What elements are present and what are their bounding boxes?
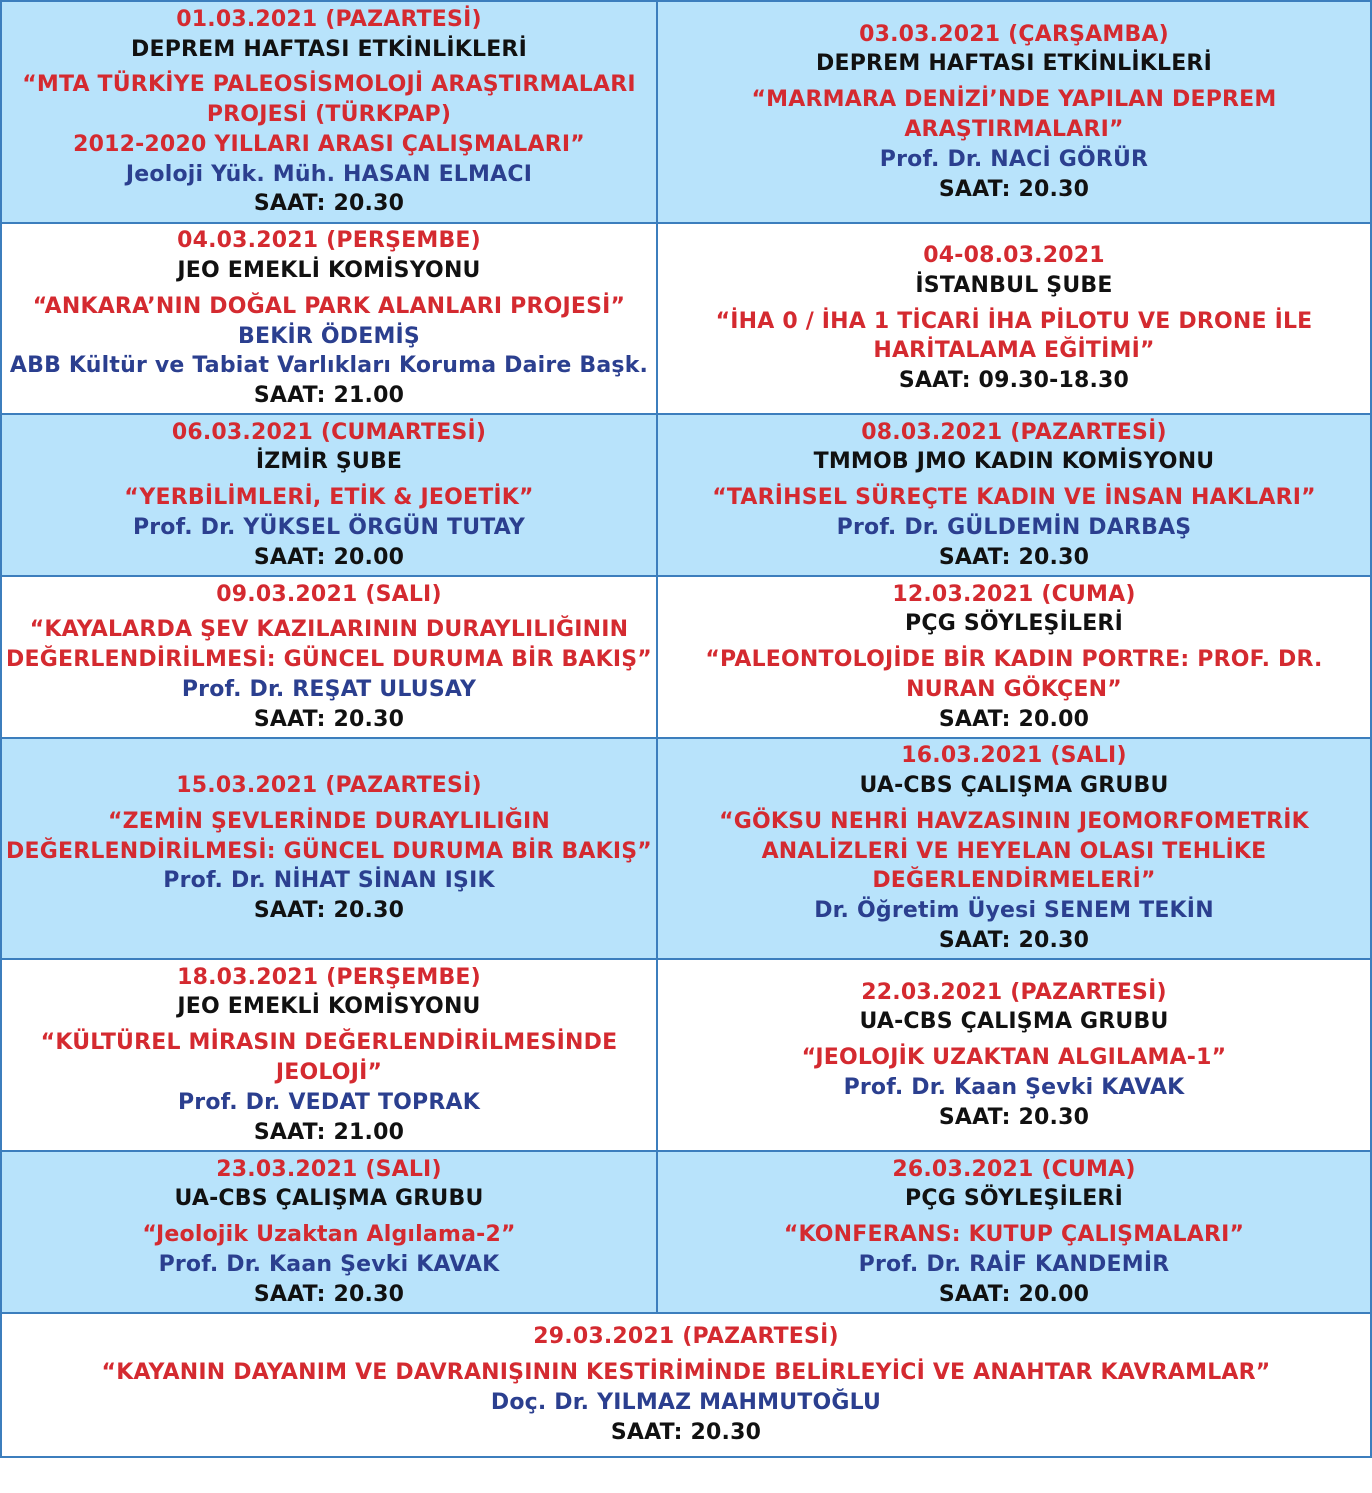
event-date: 04.03.2021 (PERŞEMBE) xyxy=(177,228,481,254)
event-organizer: İZMİR ŞUBE xyxy=(255,449,403,475)
event-title-line: ARAŞTIRMALARI” xyxy=(904,117,1124,142)
event-cell xyxy=(0,958,658,1152)
event-title-line: “ZEMİN ŞEVLERİNDE DURAYLILIĞIN xyxy=(107,808,550,834)
event-cell xyxy=(656,737,1372,960)
event-cell xyxy=(656,413,1372,577)
event-date: 08.03.2021 (PAZARTESİ) xyxy=(861,419,1167,445)
event-speaker: Prof. Dr. YÜKSEL ÖRGÜN TUTAY xyxy=(132,514,526,540)
event-title-line: “MARMARA DENİZİ’NDE YAPILAN DEPREM xyxy=(751,87,1277,113)
event-speaker: Dr. Öğretim Üyesi SENEM TEKİN xyxy=(814,898,1214,924)
event-date: 22.03.2021 (PAZARTESİ) xyxy=(861,979,1167,1005)
event-organizer: PÇG SÖYLEŞİLERİ xyxy=(905,1186,1123,1212)
schedule-row xyxy=(0,575,1372,739)
event-time: SAAT: 20.30 xyxy=(938,176,1090,202)
event-date: 26.03.2021 (CUMA) xyxy=(892,1156,1136,1182)
event-time: SAAT: 20.00 xyxy=(938,706,1090,732)
event-organizer: DEPREM HAFTASI ETKİNLİKLERİ xyxy=(131,36,527,62)
event-date: 01.03.2021 (PAZARTESİ) xyxy=(176,6,482,32)
event-time: SAAT: 20.30 xyxy=(938,1104,1090,1130)
event-title-line: “MTA TÜRKİYE PALEOSİSMOLOJİ ARAŞTIRMALARI xyxy=(22,72,636,98)
event-date: 29.03.2021 (PAZARTESİ) xyxy=(533,1324,839,1350)
event-speaker: ABB Kültür ve Tabiat Varlıkları Koruma Daire Başk. xyxy=(9,353,649,379)
event-time: SAAT: 20.30 xyxy=(253,191,405,217)
event-title-line: “Jeolojik Uzaktan Algılama-2” xyxy=(142,1222,516,1248)
event-time: SAAT: 20.00 xyxy=(253,544,405,570)
event-title-line: DEĞERLENDİRMELERİ” xyxy=(872,868,1156,894)
event-organizer: JEO EMEKLİ KOMİSYONU xyxy=(177,994,481,1020)
event-time: SAAT: 20.00 xyxy=(938,1281,1090,1307)
event-title-line: NURAN GÖKÇEN” xyxy=(906,676,1122,702)
event-speaker: Prof. Dr. Kaan Şevki KAVAK xyxy=(158,1251,500,1277)
event-title-line: DEĞERLENDİRİLMESİ: GÜNCEL DURUMA BİR BAKIŞ” xyxy=(6,647,652,673)
event-speaker: Prof. Dr. VEDAT TOPRAK xyxy=(177,1089,480,1115)
event-cell xyxy=(0,575,658,739)
event-organizer: DEPREM HAFTASI ETKİNLİKLERİ xyxy=(816,51,1212,77)
event-organizer: PÇG SÖYLEŞİLERİ xyxy=(905,611,1123,637)
event-cell xyxy=(0,737,658,960)
event-speaker: Prof. Dr. NİHAT SİNAN IŞIK xyxy=(163,868,495,894)
event-time: SAAT: 20.30 xyxy=(938,927,1090,953)
event-time: SAAT: 09.30-18.30 xyxy=(898,368,1130,394)
event-cell xyxy=(656,222,1372,415)
event-cell xyxy=(0,222,658,415)
event-organizer: UA-CBS ÇALIŞMA GRUBU xyxy=(859,773,1169,798)
event-organizer: TMMOB JMO KADIN KOMİSYONU xyxy=(813,449,1215,475)
event-title-line: “KONFERANS: KUTUP ÇALIŞMALARI” xyxy=(783,1222,1245,1248)
event-title-line: “PALEONTOLOJİDE BİR KADIN PORTRE: PROF. DR. xyxy=(705,647,1323,673)
event-title-line: HARİTALAMA EĞİTİMİ” xyxy=(873,338,1155,364)
schedule-row xyxy=(0,958,1372,1152)
event-cell xyxy=(0,1312,1372,1458)
event-cell xyxy=(0,1150,658,1314)
event-cell xyxy=(0,413,658,577)
event-title-line: “JEOLOJİK UZAKTAN ALGILAMA-1” xyxy=(801,1045,1227,1071)
event-time: SAAT: 20.30 xyxy=(253,898,405,924)
event-speaker: Prof. Dr. NACİ GÖRÜR xyxy=(879,146,1149,172)
event-time: SAAT: 21.00 xyxy=(253,1119,405,1145)
event-organizer: UA-CBS ÇALIŞMA GRUBU xyxy=(859,1009,1169,1035)
event-title-line: “TARİHSEL SÜREÇTE KADIN VE İNSAN HAKLARI” xyxy=(712,485,1316,511)
event-title-line: JEOLOJİ” xyxy=(275,1060,383,1085)
event-organizer: İSTANBUL ŞUBE xyxy=(915,272,1113,298)
event-date: 12.03.2021 (CUMA) xyxy=(892,581,1136,607)
event-time: SAAT: 20.30 xyxy=(938,544,1090,570)
schedule-row xyxy=(0,737,1372,960)
event-title-line: ANALİZLERİ VE HEYELAN OLASI TEHLİKE xyxy=(761,838,1267,864)
event-title-line: “GÖKSU NEHRİ HAVZASININ JEOMORFOMETRİK xyxy=(719,808,1309,834)
schedule-row xyxy=(0,0,1372,224)
event-title-line: DEĞERLENDİRİLMESİ: GÜNCEL DURUMA BİR BAKIŞ” xyxy=(6,838,652,864)
event-cell xyxy=(656,1150,1372,1314)
event-title-line: “KAYANIN DAYANIM VE DAVRANIŞININ KESTİRİMİNDE BELİRLEYİCİ VE ANAHTAR KAVRAMLAR” xyxy=(101,1360,1271,1386)
event-cell xyxy=(656,0,1372,224)
event-time: SAAT: 21.00 xyxy=(253,383,405,409)
event-date: 16.03.2021 (SALI) xyxy=(901,743,1127,769)
event-title-line: “ANKARA’NIN DOĞAL PARK ALANLARI PROJESİ” xyxy=(32,293,626,319)
schedule-row xyxy=(0,1150,1372,1314)
event-cell xyxy=(656,958,1372,1152)
event-date: 06.03.2021 (CUMARTESİ) xyxy=(171,419,487,445)
schedule-row xyxy=(0,222,1372,415)
event-title-line: “YERBİLİMLERİ, ETİK & JEOETİK” xyxy=(124,485,534,511)
event-date: 04-08.03.2021 xyxy=(923,243,1105,268)
event-time: SAAT: 20.30 xyxy=(610,1419,762,1445)
event-date: 09.03.2021 (SALI) xyxy=(216,581,442,607)
event-speaker: BEKİR ÖDEMİŞ xyxy=(238,323,420,349)
event-title-line: PROJESİ (TÜRKPAP) xyxy=(206,102,452,128)
event-speaker: Prof. Dr. REŞAT ULUSAY xyxy=(181,676,477,702)
event-organizer: UA-CBS ÇALIŞMA GRUBU xyxy=(174,1186,484,1212)
event-title-line: “KÜLTÜREL MİRASIN DEĞERLENDİRİLMESİNDE xyxy=(40,1030,618,1056)
event-date: 03.03.2021 (ÇARŞAMBA) xyxy=(859,21,1169,47)
event-speaker: Doç. Dr. YILMAZ MAHMUTOĞLU xyxy=(490,1390,882,1415)
schedule-row xyxy=(0,413,1372,577)
event-title-line: “KAYALARDA ŞEV KAZILARININ DURAYLILIĞININ xyxy=(29,617,629,643)
event-title-line: “İHA 0 / İHA 1 TİCARİ İHA PİLOTU VE DRONE İLE xyxy=(715,308,1313,334)
event-cell xyxy=(656,575,1372,739)
event-title-line: 2012-2020 YILLARI ARASI ÇALIŞMALARI” xyxy=(73,131,585,157)
event-time: SAAT: 20.30 xyxy=(253,706,405,732)
event-date: 15.03.2021 (PAZARTESİ) xyxy=(176,773,482,798)
event-date: 23.03.2021 (SALI) xyxy=(216,1156,442,1182)
event-speaker: Prof. Dr. RAİF KANDEMİR xyxy=(858,1251,1170,1277)
schedule-row xyxy=(0,1312,1372,1458)
event-speaker: Jeoloji Yük. Müh. HASAN ELMACI xyxy=(125,161,533,187)
event-date: 18.03.2021 (PERŞEMBE) xyxy=(177,964,481,990)
event-speaker: Prof. Dr. GÜLDEMİN DARBAŞ xyxy=(836,514,1192,540)
event-cell xyxy=(0,0,658,224)
event-time: SAAT: 20.30 xyxy=(253,1281,405,1307)
event-organizer: JEO EMEKLİ KOMİSYONU xyxy=(177,257,481,283)
event-speaker: Prof. Dr. Kaan Şevki KAVAK xyxy=(843,1074,1185,1100)
